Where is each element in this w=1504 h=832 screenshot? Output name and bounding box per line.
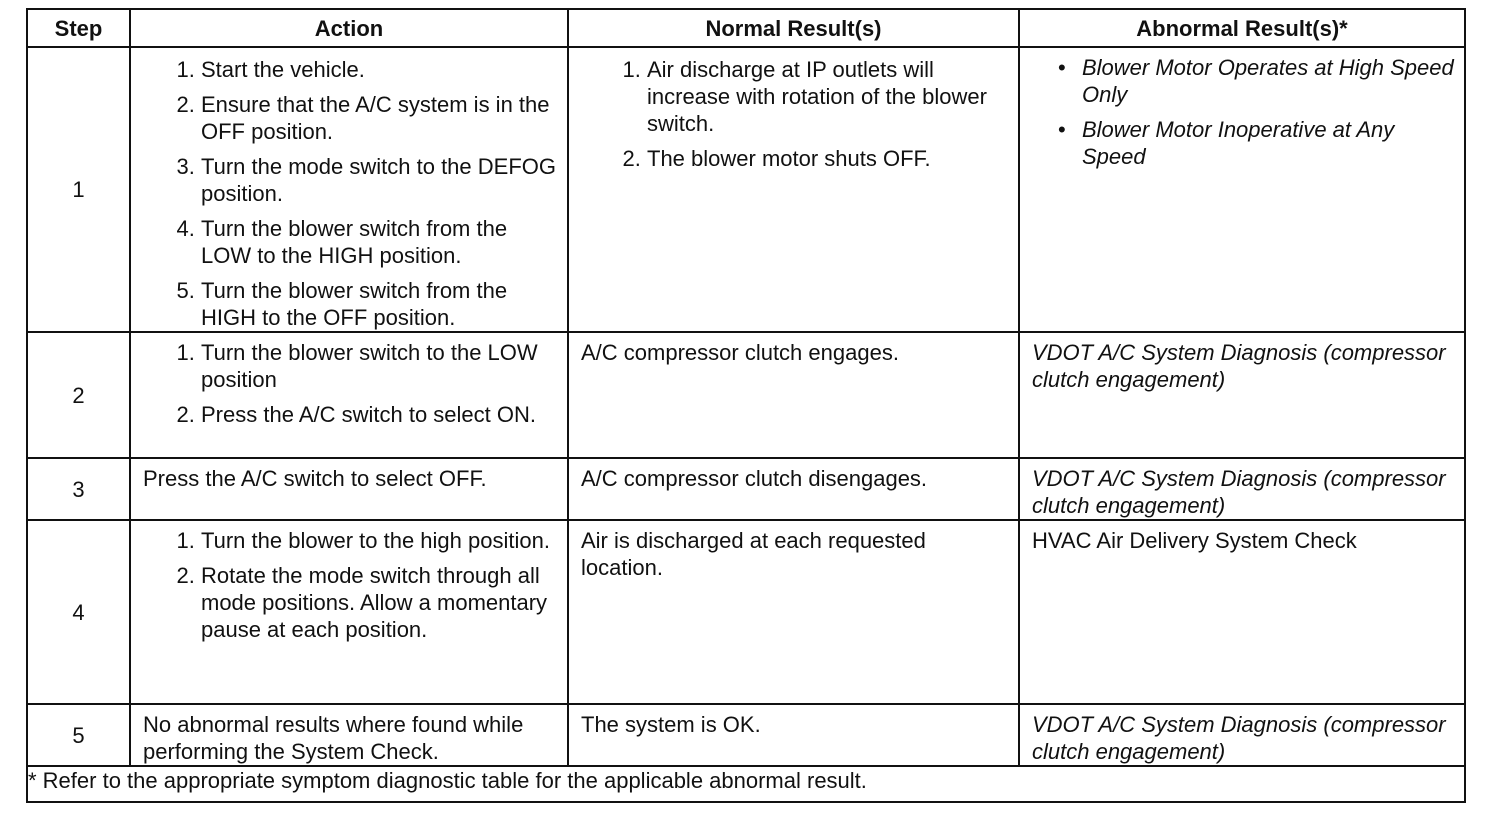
normal-result-cell <box>568 458 1019 520</box>
normal-result-list <box>569 56 1012 172</box>
normal-result-text: A/C compressor clutch disengages. <box>581 466 928 491</box>
action-list <box>131 527 561 643</box>
abnormal-result-cell <box>1019 520 1465 704</box>
action-item: 1. Start the vehicle. <box>201 56 561 83</box>
abnormal-result-cell <box>1019 332 1465 458</box>
action-item: 1. Turn the blower to the high position. <box>201 527 561 554</box>
action-list <box>131 339 561 428</box>
header-row <box>27 9 1465 47</box>
action-cell <box>130 520 568 704</box>
action-cell <box>130 47 568 332</box>
abnormal-result-text: VDOT A/C System Diagnosis (compressor clutch engagement) <box>1032 340 1446 392</box>
footnote: * Refer to the appropriate symptom diagnostic table for the applicable abnormal result. <box>27 766 1465 802</box>
normal-result-text: A/C compressor clutch engages. <box>581 340 899 365</box>
table-row <box>27 520 1465 704</box>
action-item: 5. Turn the blower switch from the HIGH to the OFF position. <box>201 277 561 331</box>
action-item: 2. Rotate the mode switch through all mode positions. Allow a momentary pause at each position. <box>201 562 561 643</box>
action-item: 1. Turn the blower switch to the LOW position <box>201 339 561 393</box>
abnormal-result-cell <box>1019 458 1465 520</box>
header-action: Action <box>130 9 568 47</box>
abnormal-result-text: VDOT A/C System Diagnosis (compressor clutch engagement) <box>1032 712 1446 764</box>
abnormal-result-text: VDOT A/C System Diagnosis (compressor clutch engagement) <box>1032 466 1446 518</box>
table-row <box>27 704 1465 766</box>
action-cell <box>130 332 568 458</box>
action-item: 3. Turn the mode switch to the DEFOG position. <box>201 153 561 207</box>
action-cell <box>130 458 568 520</box>
footnote-row <box>27 766 1465 802</box>
header-normal-results: Normal Result(s) <box>568 9 1019 47</box>
step-number: 2 <box>27 332 130 458</box>
header-step: Step <box>27 9 130 47</box>
normal-result-cell <box>568 520 1019 704</box>
normal-result-text: Air is discharged at each requested location. <box>581 528 926 580</box>
action-item: 2. Press the A/C switch to select ON. <box>201 401 561 428</box>
abnormal-result-cell <box>1019 47 1465 332</box>
action-cell <box>130 704 568 766</box>
header-abnormal-results: Abnormal Result(s)* <box>1019 9 1465 47</box>
normal-result-cell <box>568 47 1019 332</box>
normal-result-cell <box>568 704 1019 766</box>
normal-result-text: The system is OK. <box>581 712 761 737</box>
normal-result-item: 1. Air discharge at IP outlets will increase with rotation of the blower switch. <box>647 56 1012 137</box>
step-number: 1 <box>27 47 130 332</box>
step-number: 5 <box>27 704 130 766</box>
action-list <box>131 56 561 331</box>
abnormal-result-cell <box>1019 704 1465 766</box>
step-number: 3 <box>27 458 130 520</box>
action-item: 4. Turn the blower switch from the LOW to the HIGH position. <box>201 215 561 269</box>
normal-result-item: 2. The blower motor shuts OFF. <box>647 145 1012 172</box>
step-number: 4 <box>27 520 130 704</box>
abnormal-result-item: • Blower Motor Inoperative at Any Speed <box>1082 116 1458 170</box>
table-row <box>27 332 1465 458</box>
action-text: Press the A/C switch to select OFF. <box>143 466 487 491</box>
abnormal-result-item: • Blower Motor Operates at High Speed Only <box>1082 54 1458 108</box>
action-item: 2. Ensure that the A/C system is in the OFF position. <box>201 91 561 145</box>
abnormal-result-list <box>1020 54 1458 170</box>
action-text: No abnormal results where found while performing the System Check. <box>143 712 524 764</box>
table-row <box>27 47 1465 332</box>
normal-result-cell <box>568 332 1019 458</box>
table-row <box>27 458 1465 520</box>
abnormal-result-text: HVAC Air Delivery System Check <box>1032 528 1357 553</box>
system-check-table <box>26 8 1466 803</box>
